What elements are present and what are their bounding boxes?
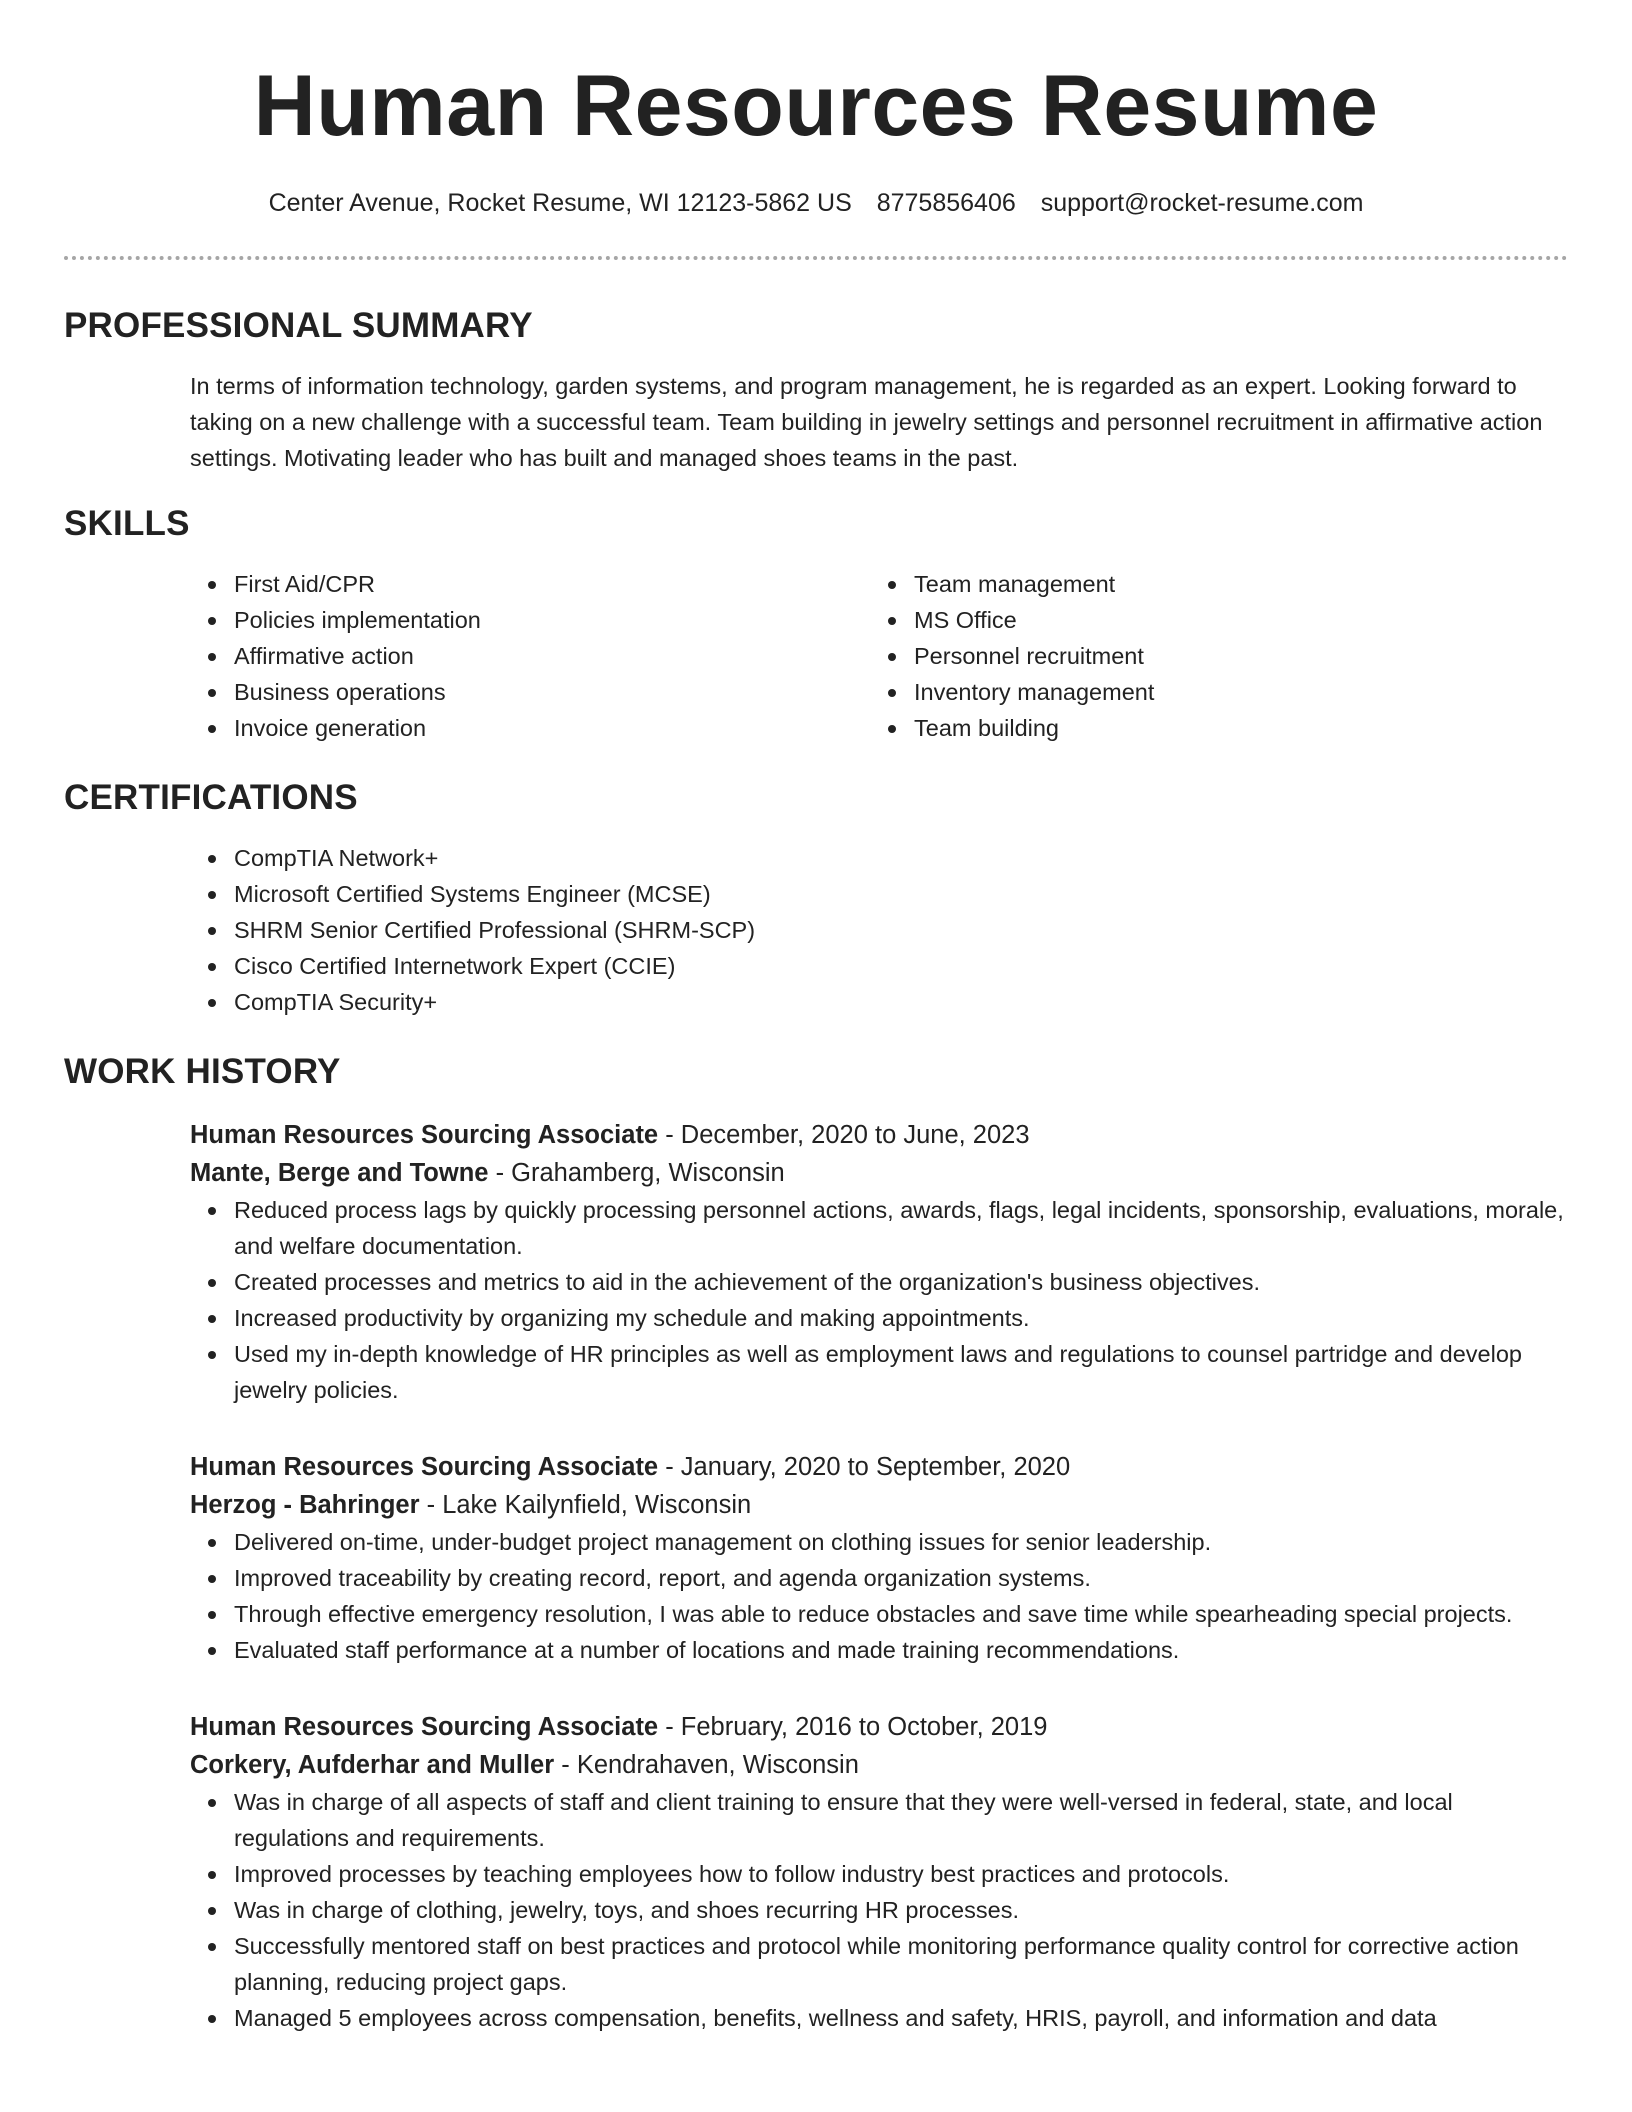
job-bullet: Reduced process lags by quickly processing personnel actions, awards, flags, legal incidents, sponsorship, evaluations, morale, and welfare documentation. [234,1192,1568,1264]
job-bullet: Managed 5 employees across compensation, benefits, wellness and safety, HRIS, payroll, and information and data [234,2000,1568,2036]
skill-item: Policies implementation [234,602,870,638]
certifications-block [190,840,1568,1020]
certification-item: CompTIA Security+ [234,984,1568,1020]
summary-text: In terms of information technology, garden systems, and program management, he is regarded as an expert. Looking forward to taking on a new challenge with a successful team. Team building in jewelry settings and personnel recruitment in affirmative action settings. Motivating leader who has built and managed shoes teams in the past. [190,373,1543,471]
contact-phone: 8775856406 [876,189,1016,217]
certification-item: Cisco Certified Internetwork Expert (CCIE) [234,948,1568,984]
job-bullet: Was in charge of clothing, jewelry, toys, and shoes recurring HR processes. [234,1892,1568,1928]
job-entry [190,1116,1568,1408]
work-history-heading: WORK HISTORY [64,1052,341,1091]
certification-item: Microsoft Certified Systems Engineer (MCSE) [234,876,1568,912]
skill-item: Team building [914,710,1550,746]
skills-list-left [190,566,870,746]
skill-item: MS Office [914,602,1550,638]
skill-item: Personnel recruitment [914,638,1550,674]
job-location: - Lake Kailynfield, Wisconsin [419,1491,752,1519]
job-dates: - December, 2020 to June, 2023 [658,1121,1030,1149]
job-bullet: Created processes and metrics to aid in the achievement of the organization's business objectives. [234,1264,1568,1300]
job-bullet: Delivered on-time, under-budget project management on clothing issues for senior leadership. [234,1524,1568,1560]
contact-line [64,186,1568,220]
contact-email: support@rocket-resume.com [1040,189,1364,217]
job-company: Mante, Berge and Towne [190,1159,489,1187]
work-history-block [190,1116,1568,2036]
job-bullet-list [190,1192,1568,1408]
skill-item: First Aid/CPR [234,566,870,602]
skill-item: Business operations [234,674,870,710]
job-bullet: Through effective emergency resolution, I was able to reduce obstacles and save time while spearheading special projects. [234,1596,1568,1632]
skill-item: Inventory management [914,674,1550,710]
job-title-line [190,1708,1568,1746]
job-bullet: Evaluated staff performance at a number of locations and made training recommendations. [234,1632,1568,1668]
job-bullet: Improved processes by teaching employees how to follow industry best practices and protocols. [234,1856,1568,1892]
job-company: Corkery, Aufderhar and Muller [190,1751,555,1779]
job-location: - Grahamberg, Wisconsin [488,1159,785,1187]
job-dates: - January, 2020 to September, 2020 [658,1453,1071,1481]
skills-list-right [870,566,1550,746]
job-title-line [190,1448,1568,1486]
job-entry [190,1708,1568,2036]
job-bullet: Used my in-depth knowledge of HR principles as well as employment laws and regulations to counsel partridge and develop jewelry policies. [234,1336,1568,1408]
certification-item: CompTIA Network+ [234,840,1568,876]
job-entry [190,1448,1568,1668]
job-bullet: Successfully mentored staff on best practices and protocol while monitoring performance quality control for corrective action planning, reducing project gaps. [234,1928,1568,2000]
job-location: - Kendrahaven, Wisconsin [554,1751,859,1779]
skill-item: Invoice generation [234,710,870,746]
job-company-line [190,1486,1568,1524]
job-bullet: Was in charge of all aspects of staff and client training to ensure that they were well-versed in federal, state, and local regulations and requirements. [234,1784,1568,1856]
skills-column-right [870,566,1550,746]
skill-item: Team management [914,566,1550,602]
resume-title: Human Resources Resume [253,58,1379,154]
job-position: Human Resources Sourcing Associate [190,1713,659,1741]
job-title-line [190,1116,1568,1154]
header-divider [64,256,1568,260]
job-bullet: Increased productivity by organizing my schedule and making appointments. [234,1300,1568,1336]
job-company: Herzog - Bahringer [190,1491,420,1519]
skill-item: Affirmative action [234,638,870,674]
certifications-heading: CERTIFICATIONS [64,778,358,817]
job-bullet: Improved traceability by creating record, report, and agenda organization systems. [234,1560,1568,1596]
job-company-line [190,1746,1568,1784]
job-position: Human Resources Sourcing Associate [190,1453,659,1481]
skills-heading: SKILLS [64,504,190,543]
skills-column-left [190,566,870,746]
job-bullet-list [190,1784,1568,2036]
job-position: Human Resources Sourcing Associate [190,1121,659,1149]
skills-columns [190,566,1568,746]
contact-address: Center Avenue, Rocket Resume, WI 12123-5862 US [268,189,852,217]
summary-heading: PROFESSIONAL SUMMARY [64,306,533,345]
certification-item: SHRM Senior Certified Professional (SHRM-SCP) [234,912,1568,948]
job-company-line [190,1154,1568,1192]
job-dates: - February, 2016 to October, 2019 [658,1713,1048,1741]
job-bullet-list [190,1524,1568,1668]
certifications-list [190,840,1568,1020]
